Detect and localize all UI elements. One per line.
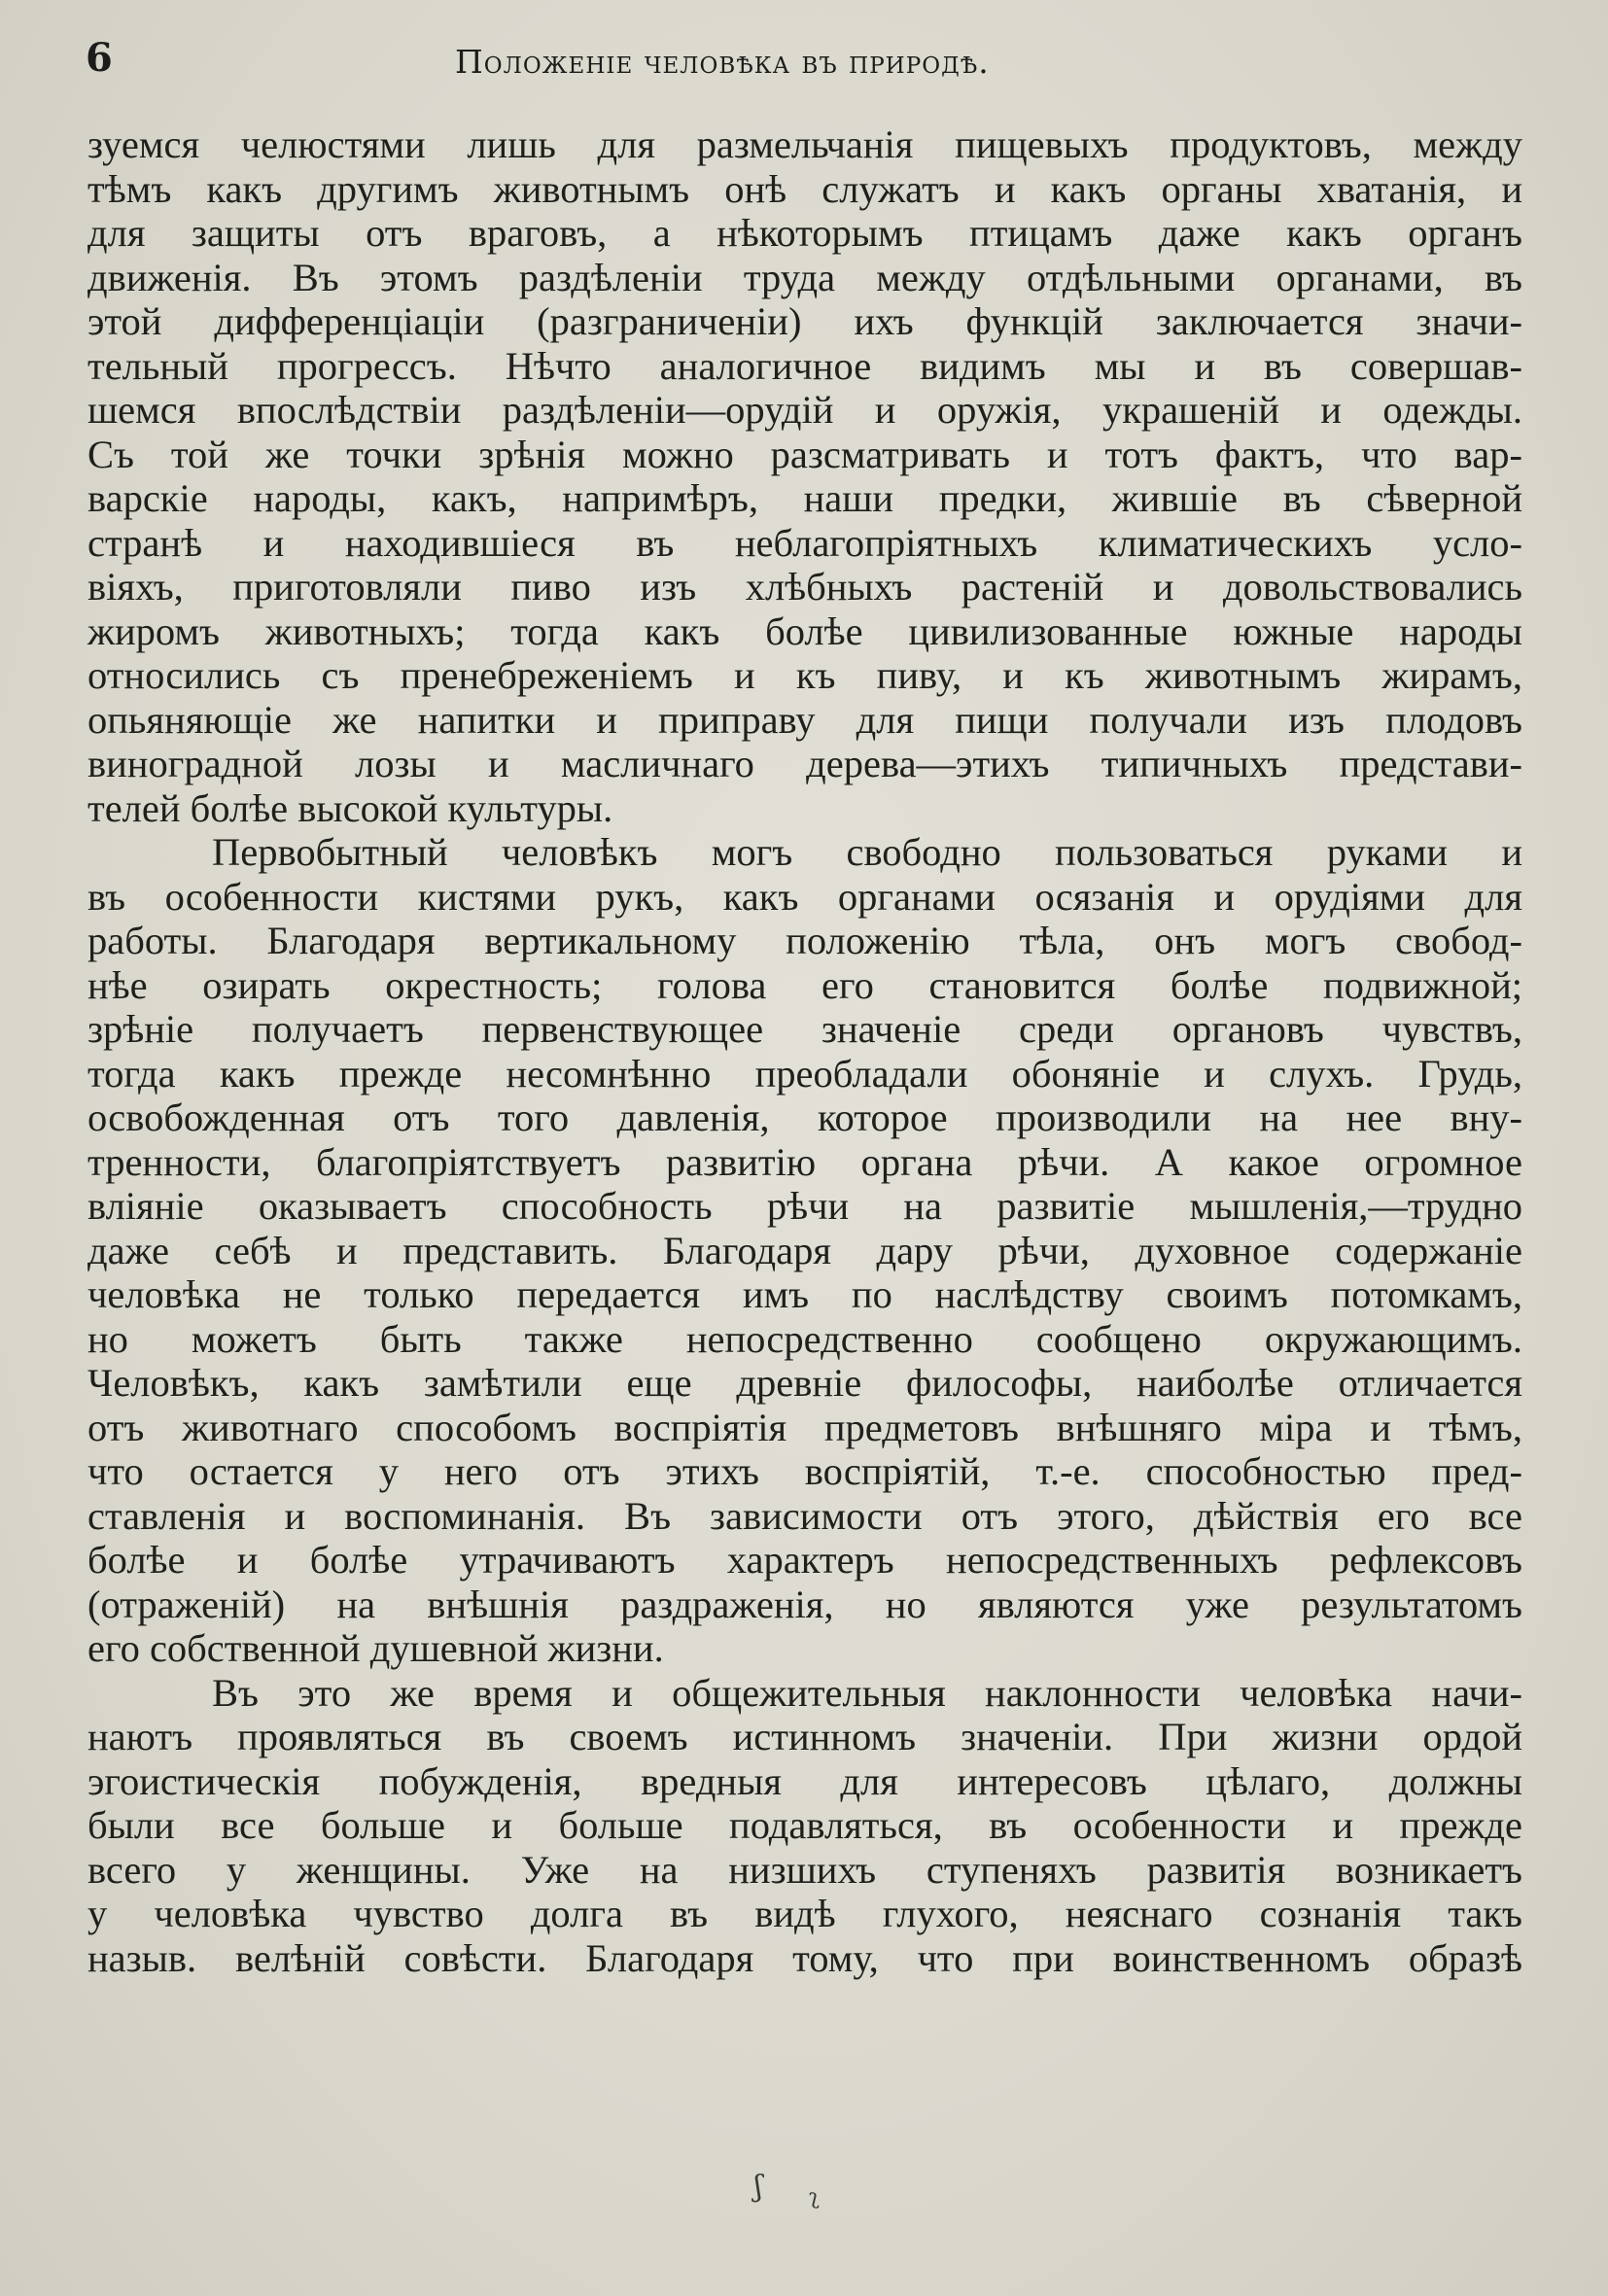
text-line: Въ это же время и общежительныя наклонности человѣка начи- xyxy=(212,1670,1522,1715)
text-line: для защиты отъ враговъ, а нѣкоторымъ птицамъ даже какъ органъ xyxy=(87,211,1522,255)
text-line: болѣе и болѣе утрачиваютъ характеръ непосредственныхъ рефлексовъ xyxy=(87,1538,1522,1582)
text-line: Первобытный человѣкъ могъ свободно пользоваться руками и xyxy=(212,830,1522,874)
text-line: отъ животнаго способомъ воспріятія предметовъ внѣшняго міра и тѣмъ, xyxy=(87,1405,1522,1449)
text-line: въ особенности кистями рукъ, какъ органами осязанія и орудіями для xyxy=(87,874,1522,919)
paragraph-2 xyxy=(87,830,1522,1671)
text-line: варскіе народы, какъ, напримѣръ, наши предки, жившіе въ сѣверной xyxy=(87,476,1522,520)
text-line: тѣмъ какъ другимъ животнымъ онѣ служатъ и какъ органы хватанія, и xyxy=(87,166,1522,211)
body-text xyxy=(87,122,1522,1980)
ink-smudge-mark: ʅ xyxy=(809,2185,820,2209)
text-line: жиромъ животныхъ; тогда какъ болѣе цивилизованные южные народы xyxy=(87,609,1522,653)
text-line: назыв. велѣній совѣсти. Благодаря тому, что при воинственномъ образѣ xyxy=(87,1935,1522,1980)
text-line: Съ той же точки зрѣнія можно разсматривать и тотъ фактъ, что вар- xyxy=(87,432,1522,476)
text-line: наютъ проявляться въ своемъ истинномъ значеніи. При жизни ордой xyxy=(87,1715,1522,1758)
text-line: этой дифференціаціи (разграниченіи) ихъ функцій заключается значи- xyxy=(87,299,1522,343)
text-line: но можетъ быть также непосредственно сообщено окружающимъ. xyxy=(87,1316,1522,1361)
running-title: Положеніе человѣка въ природѣ. xyxy=(455,43,990,81)
text-line: віяхъ, приготовляли пиво изъ хлѣбныхъ растеній и довольствовались xyxy=(87,565,1522,609)
text-line: что остается у него отъ этихъ воспріятій, т.-е. способностью пред- xyxy=(87,1449,1522,1493)
text-line: освобожденная отъ того давленія, которое производили на нее вну- xyxy=(87,1096,1522,1139)
text-line: тренности, благопріятствуетъ развитію органа рѣчи. А какое огромное xyxy=(87,1139,1522,1184)
text-line: зуемся челюстями лишь для размельчанія пищевыхъ продуктовъ, между xyxy=(87,122,1522,166)
text-line: даже себѣ и представить. Благодаря дару рѣчи, духовное содержаніе xyxy=(87,1228,1522,1272)
text-line: были все больше и больше подавляться, въ особенности и прежде xyxy=(87,1803,1522,1847)
text-line: ставленія и воспоминанія. Въ зависимости отъ этого, дѣйствія его все xyxy=(87,1493,1522,1538)
page-number: 6 xyxy=(86,35,113,81)
text-line: у человѣка чувство долга въ видѣ глухого, неяснаго сознанія такъ xyxy=(87,1892,1522,1935)
text-line: человѣка не только передается имъ по наслѣдству своимъ потомкамъ, xyxy=(87,1272,1522,1316)
text-line: работы. Благодаря вертикальному положенію тѣла, онъ могъ свобод- xyxy=(87,919,1522,962)
text-line: опьяняющіе же напитки и приправу для пищи получали изъ плодовъ xyxy=(87,697,1522,742)
text-line: Человѣкъ, какъ замѣтили еще древніе философы, наиболѣе отличается xyxy=(87,1361,1522,1405)
text-line: телей болѣе высокой культуры. xyxy=(87,785,613,830)
text-line: зрѣніе получаетъ первенствующее значеніе среди органовъ чувствъ, xyxy=(87,1007,1522,1051)
paragraph-3 xyxy=(87,1671,1522,1981)
text-line: нѣе озирать окрестность; голова его становится болѣе подвижной; xyxy=(87,962,1522,1007)
paragraph-1 xyxy=(87,122,1522,830)
text-line: шемся впослѣдствіи раздѣленіи—орудій и оружія, украшеній и одежды. xyxy=(87,388,1522,432)
text-line: относились съ пренебреженіемъ и къ пиву, и къ животнымъ жирамъ, xyxy=(87,653,1522,697)
text-line: виноградной лозы и масличнаго дерева—этихъ типичныхъ представи- xyxy=(87,742,1522,785)
text-line: тогда какъ прежде несомнѣнно преобладали обоняніе и слухъ. Грудь, xyxy=(87,1051,1522,1096)
text-line: странѣ и находившіеся въ неблагопріятныхъ климатическихъ усло- xyxy=(87,520,1522,565)
text-line: всего у женщины. Уже на низшихъ ступеняхъ развитія возникаетъ xyxy=(87,1847,1522,1892)
text-line: вліяніе оказываетъ способность рѣчи на развитіе мышленія,—трудно xyxy=(87,1184,1522,1228)
text-line: движенія. Въ этомъ раздѣленіи труда между отдѣльными органами, въ xyxy=(87,255,1522,299)
text-line: тельный прогрессъ. Нѣчто аналогичное видимъ мы и въ совершав- xyxy=(87,343,1522,388)
ink-smudge-mark: ʃ xyxy=(754,2170,763,2204)
text-line: его собственной душевной жизни. xyxy=(87,1626,664,1670)
page-header xyxy=(86,35,1522,84)
text-line: эгоистическія побужденія, вредныя для интересовъ цѣлаго, должны xyxy=(87,1758,1522,1803)
text-line: (отраженій) на внѣшнія раздраженія, но являются уже результатомъ xyxy=(87,1582,1522,1626)
